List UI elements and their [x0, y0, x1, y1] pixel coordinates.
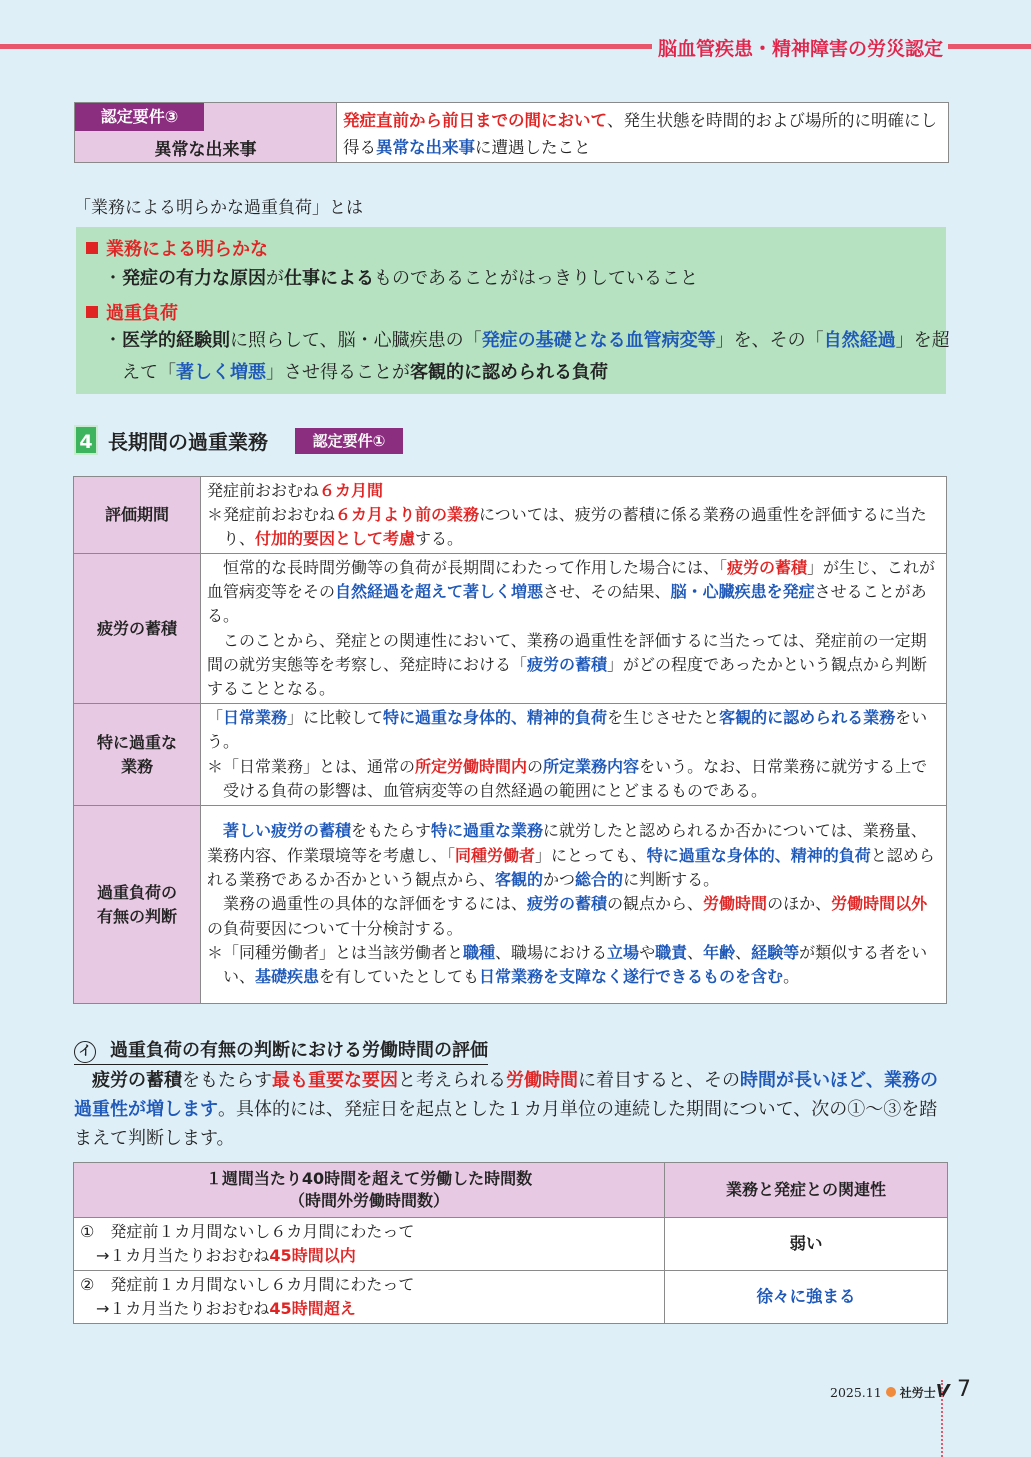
text-part: 自然経過を超えて著しく増悪: [335, 581, 544, 601]
note-paragraph: [207, 503, 940, 552]
text-part: や: [639, 942, 656, 962]
text-part: かつ: [543, 870, 576, 890]
head-line: 業務: [120, 756, 153, 776]
page-number: 7: [957, 1377, 971, 1402]
text-part: 著しく増悪: [176, 362, 266, 383]
paragraph: [207, 706, 940, 755]
text-part: →１カ月当たりおおむね: [96, 1246, 270, 1265]
text-part: 労働時間以外: [831, 894, 928, 914]
text-part: 、職場における: [495, 942, 608, 962]
relevance-cell: 徐々に強まる: [665, 1271, 948, 1324]
text-part: 」を超えて「: [122, 330, 950, 383]
cell-line: [80, 1244, 658, 1268]
text-part: 同種労働者: [455, 845, 536, 865]
table-row: [74, 1271, 948, 1324]
text-part: 疲労の蓄積: [92, 1070, 182, 1091]
row-head-heavy-work: [74, 704, 201, 806]
text-part: 恒常的な長時間労働等の負荷が長期間にわたって作用した場合には、「: [223, 557, 728, 577]
text-part: 特に過重な業務: [431, 821, 544, 841]
text-part: をもたらす: [182, 1070, 272, 1091]
definition-heading-2: [86, 299, 178, 325]
header-rule-left: [0, 44, 652, 49]
text-part: のほか、: [767, 894, 832, 914]
section-number: 4: [74, 425, 98, 455]
text-part: 45時間超え: [269, 1299, 356, 1318]
text-part: が: [266, 268, 284, 289]
definition-box: [76, 227, 950, 394]
text-part: に就労したと認められるか否かについては、業務量、業務内容、作業環境等を考慮し、「: [207, 821, 927, 865]
text-part: 」を、その「: [715, 330, 824, 351]
text-part: ６カ月間: [319, 480, 384, 500]
text-part: 職責: [655, 942, 688, 962]
text-part: 45時間以内: [269, 1246, 356, 1265]
definition-heading-1: [86, 235, 268, 261]
text-part: 著しい疲労の蓄積: [223, 821, 352, 841]
text-part: する。: [415, 529, 464, 549]
header-line: １週間当たり40時間を超えて労働した時間数: [205, 1169, 533, 1188]
header-relevance: 業務と発症との関連性: [665, 1163, 948, 1218]
row-body-fatigue: [201, 554, 947, 704]
footer-date: 2025.11: [830, 1385, 882, 1400]
row-head-evaluation-period: 評価期間: [74, 477, 201, 554]
text-part: 発症前おおむね: [207, 480, 320, 500]
text-part: 特に過重な身体的、精神的負荷: [383, 707, 608, 727]
cell-line: ① 発症前１カ月間ないし６カ月間にわたって: [80, 1222, 415, 1241]
text-part: 発症の基礎となる血管病変等: [481, 330, 716, 351]
text-part: 日常業務: [223, 707, 288, 727]
text-part: を有していたとしても: [319, 967, 480, 987]
text-part: 」にとっても、: [535, 845, 647, 865]
row-head-judgement: [74, 806, 201, 1004]
head-line: 過重負荷の: [96, 882, 177, 902]
text-part: 医学的経験則: [122, 330, 230, 351]
text-part: このことから、発症との関連性において、業務の過重性を評価するに当たっては、発症前の一定期間の就労実態等を考察し、発症時における「: [207, 630, 927, 674]
criteria-table: [73, 476, 947, 1004]
text-part: 年齢: [703, 942, 736, 962]
text-part: ものであることがはっきりしていること: [374, 268, 698, 289]
text-part: に照らして、脳・心臓疾患の「: [230, 330, 482, 351]
text-part: ＊発症前おおむね: [207, 504, 336, 524]
overtime-cell: [74, 1218, 665, 1271]
text-part: に着目すると、その: [578, 1070, 740, 1091]
body-paragraph: [74, 1066, 947, 1153]
text-part: 基礎疾患: [255, 967, 320, 987]
text-part: 。: [783, 967, 800, 987]
text-part: 最も重要な要因: [272, 1070, 398, 1091]
head-line: 特に過重な: [96, 732, 177, 752]
text-part: 発症直前から前日までの間において: [343, 111, 607, 130]
text-part: 職種: [463, 942, 496, 962]
text-part: 、発生状態を時間的および場所的に明確にし得る: [343, 111, 937, 157]
red-square-icon: [86, 306, 98, 318]
text-part: 、: [735, 942, 752, 962]
text-part: 特に過重な身体的、精神的負荷: [646, 845, 871, 865]
text-part: 発症の有力な原因: [122, 268, 266, 289]
text-part: させることがある。: [207, 581, 927, 626]
definition-heading-2-text: 過重負荷: [106, 303, 178, 324]
text-part: ・: [104, 268, 122, 289]
text-part: 仕事による: [284, 268, 374, 289]
footer-dotted-rule: [941, 1380, 943, 1457]
paragraph: [207, 892, 940, 941]
text-part: 」が生じ、これが血管病変等をその: [207, 557, 936, 601]
table-row: [74, 477, 947, 554]
note-paragraph: [207, 941, 940, 990]
text-part: 客観的に認められる負荷: [410, 362, 608, 383]
text-part: 。具体的には、発症日を起点とした１カ月単位の連続した期間について、次の①～③を踏まえて判断します。: [74, 1099, 938, 1149]
text-part: 」に比較して: [287, 707, 384, 727]
text-part: については、疲労の蓄積に係る業務の過重性を評価するに当たり、: [223, 504, 927, 549]
text-part: 労働時間: [506, 1070, 578, 1091]
text-part: 疲労の蓄積: [527, 654, 608, 674]
intro-heading: 「業務による明らかな過重負荷」とは: [74, 198, 363, 218]
circled-mark: イ: [74, 1041, 96, 1063]
overtime-cell: [74, 1271, 665, 1324]
definition-line-2: [104, 325, 954, 389]
paragraph: [207, 629, 940, 702]
text-part: に遭遇したこと: [475, 138, 591, 157]
table-row: [74, 554, 947, 704]
requirement-3-label-cell: [75, 103, 337, 162]
text-part: 総合的: [575, 870, 624, 890]
text-part: をいう。なお、日常業務に就労する上で受ける負荷の影響は、血管病変等の自然経過の範囲にとどまるものである。: [223, 756, 928, 800]
text-part: と考えられる: [398, 1070, 506, 1091]
head-line: 有無の判断: [96, 906, 177, 926]
row-head-fatigue: 疲労の蓄積: [74, 554, 201, 704]
text-part: 」させ得ることが: [266, 362, 410, 383]
text-part: 、: [687, 942, 704, 962]
text-part: ＊「同種労働者」とは当該労働者と: [207, 942, 464, 962]
text-part: 労働時間: [703, 894, 768, 914]
section-title: 長期間の過重業務: [108, 430, 268, 454]
red-square-icon: [86, 242, 98, 254]
requirement-3-tag: 認定要件③: [75, 103, 204, 131]
definition-heading-1-text: 業務による明らかな: [106, 239, 268, 260]
cell-line: [80, 1297, 658, 1321]
footer-credit: [830, 1381, 950, 1402]
text-part: と認められる業務であるか否かという観点から、: [207, 845, 935, 890]
text-part: が類似する者をいい、: [223, 942, 928, 987]
text-part: ・: [104, 330, 122, 351]
text-part: 経験等: [751, 942, 800, 962]
text-part: 時間が長いほど、業務の過重性が増します: [74, 1070, 938, 1120]
text-part: に判断する。: [623, 870, 720, 890]
row-body-evaluation-period: [201, 477, 947, 554]
subsection-title-text: 過重負荷の有無の判断における労働時間の評価: [110, 1040, 488, 1061]
paragraph: [207, 556, 940, 629]
text-part: 疲労の蓄積: [727, 557, 808, 577]
relevance-cell: 弱い: [665, 1218, 948, 1271]
overtime-table: [73, 1162, 948, 1324]
table-row: [74, 704, 947, 806]
text-part: 日常業務を支障なく遂行できるものを含む: [479, 967, 784, 987]
section-tag: 認定要件①: [295, 428, 403, 454]
paragraph: [207, 819, 940, 892]
cell-line: ② 発症前１カ月間ないし６カ月間にわたって: [80, 1275, 415, 1294]
text-part: の負荷要因について十分検討する。: [207, 918, 463, 938]
text-part: ６カ月より前の業務: [335, 504, 480, 524]
text-part: 」がどの程度であったかという観点から判断することとなる。: [207, 654, 927, 699]
text-part: 客観的: [495, 870, 544, 890]
row-body-heavy-work: [201, 704, 947, 806]
definition-line-1: [104, 263, 924, 295]
text-part: →１カ月当たりおおむね: [96, 1299, 270, 1318]
table-header-row: [74, 1163, 948, 1218]
requirement-3-name: 異常な出来事: [154, 140, 257, 160]
text-part: 所定労働時間内: [415, 756, 528, 776]
text-part: を生じさせたと: [607, 707, 720, 727]
subsection-title: [74, 1036, 488, 1065]
note-paragraph: [207, 755, 940, 804]
text-part: の: [527, 756, 544, 776]
text-part: 疲労の蓄積: [527, 894, 608, 914]
text-part: の観点から、: [607, 894, 704, 914]
paragraph: [207, 479, 940, 503]
header-title: 脳血管疾患・精神障害の労災認定: [658, 38, 944, 60]
text-part: 所定業務内容: [543, 756, 640, 776]
text-part: 客観的に認められる業務: [719, 707, 896, 727]
text-part: させ、その結果、: [543, 581, 671, 601]
orange-dot-icon: [886, 1387, 896, 1397]
table-row: [74, 1218, 948, 1271]
magazine-name: 社労士: [899, 1386, 936, 1400]
text-part: 業務の過重性の具体的な評価をするには、: [223, 894, 528, 914]
text-part: 脳・心臓疾患を発症: [670, 581, 815, 601]
table-row: [74, 806, 947, 1004]
header-overtime-hours: [74, 1163, 665, 1218]
text-part: 自然経過: [823, 330, 896, 351]
header-line: （時間外労働時間数）: [288, 1191, 449, 1210]
text-part: をいう。: [207, 707, 928, 752]
text-part: 異常な出来事: [376, 138, 475, 157]
text-part: 立場: [607, 942, 640, 962]
text-part: ＊「日常業務」とは、通常の: [207, 756, 416, 776]
text-part: 付加的要因として考慮: [255, 529, 416, 549]
header-rule-right: [948, 44, 1031, 49]
text-part: 「: [207, 707, 224, 727]
row-body-judgement: [201, 806, 947, 1004]
requirement-3-box: [74, 102, 949, 163]
requirement-3-text: [337, 103, 948, 162]
text-part: をもたらす: [351, 821, 432, 841]
magazine-v: V: [935, 1381, 950, 1402]
